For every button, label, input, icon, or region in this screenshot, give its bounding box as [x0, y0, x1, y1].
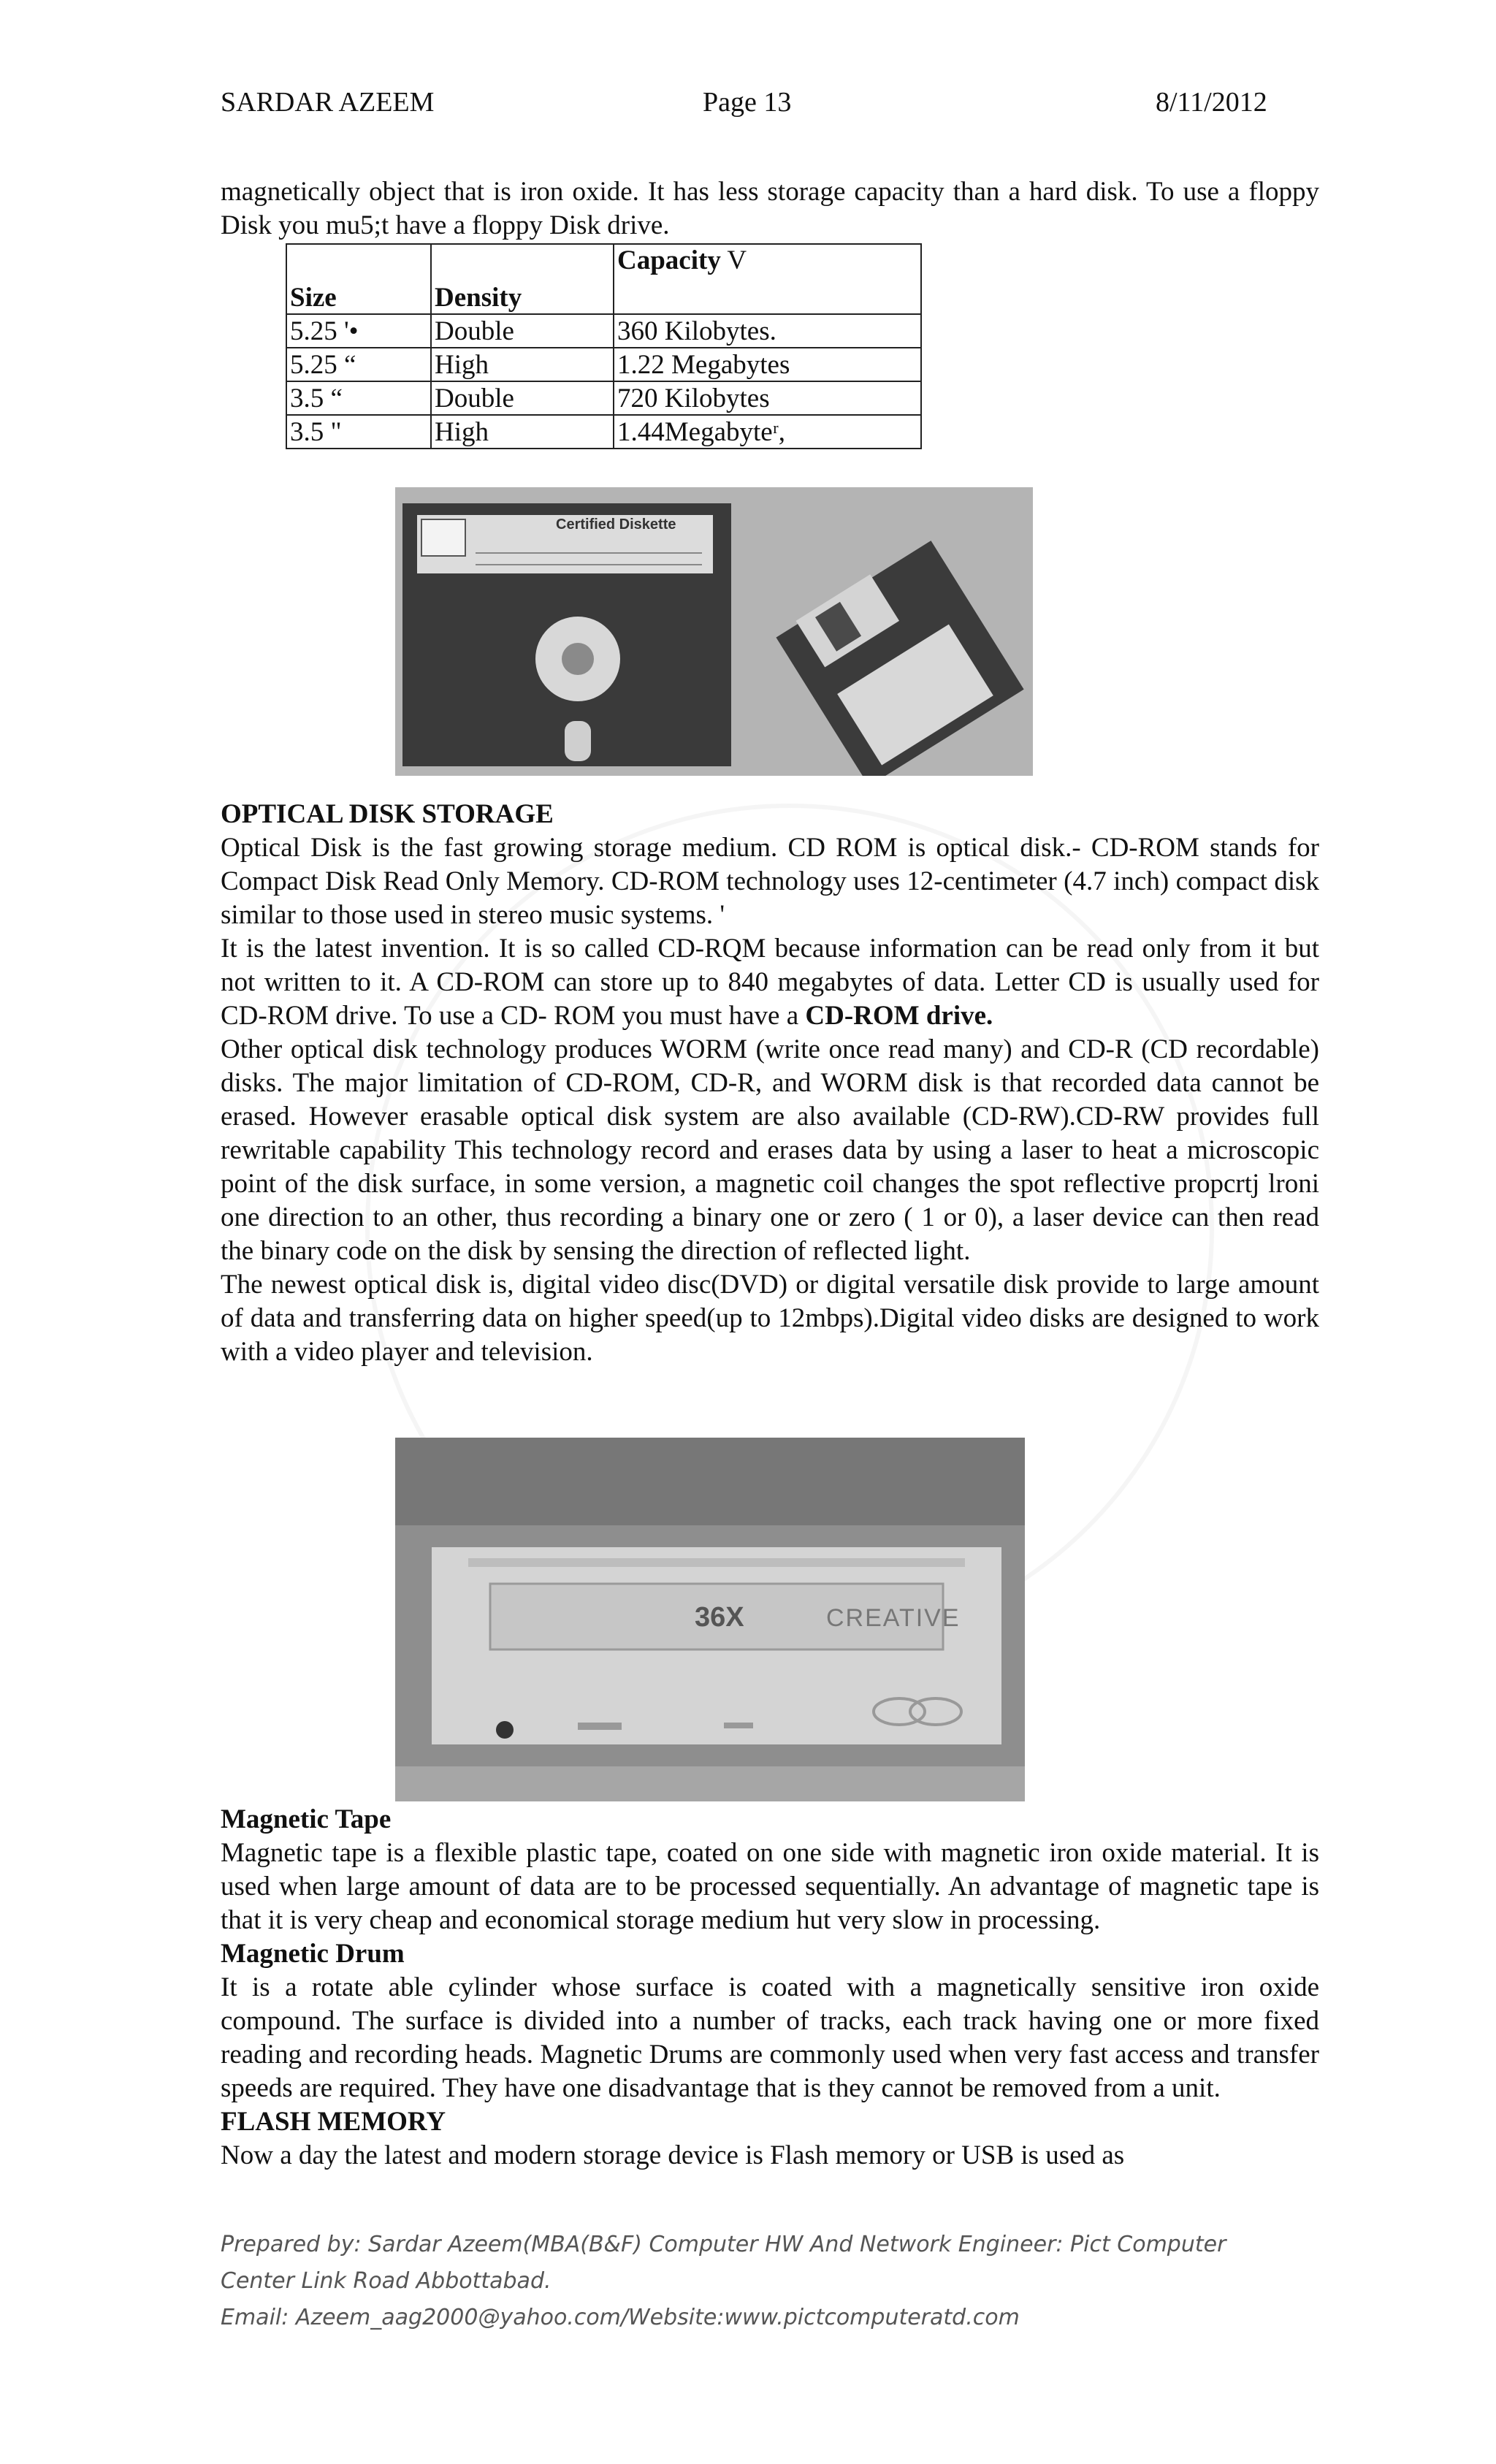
table-cell: High — [431, 415, 614, 449]
cdrom-drive-photo — [395, 1438, 1025, 1801]
table-cell: 5.25 “ — [286, 348, 431, 381]
table-row — [286, 415, 921, 449]
table-row — [286, 348, 921, 381]
table-cell: High — [431, 348, 614, 381]
intro-text: magnetically object that is iron oxide. It has less storage capacity than a hard disk. To use a floppy Disk you mu5;t have a floppy Disk drive. — [221, 177, 1319, 240]
optical-paragraph-2-text: It is the latest invention. It is so called CD-RQM because information can be read only from it but not written to it. A CD-ROM can store up to 840 megabytes of data. Letter CD is usually used for CD-ROM drive. To use a CD- ROM you must have a — [221, 934, 1319, 1031]
footer-line-1: Prepared by: Sardar Azeem(MBA(B&F) Computer HW And Network Engineer: Pict Computer — [221, 2232, 1226, 2257]
table-cell: 5.25 '• — [286, 314, 431, 348]
footer-line-3: Email: Azeem_aag2000@yahoo.com/Website:www.pictcomputeratd.com — [221, 2305, 1020, 2330]
table-row — [286, 381, 921, 415]
capacity-header-bold: Capacity — [617, 245, 721, 275]
table-header-density: Density — [431, 244, 614, 314]
magnetic-drum-text: It is a rotate able cylinder whose surface is coated with a magnetically sensitive iron oxide compound. The surface is divided into a number of tracks, each track having one or more fixed reading and recording heads. Magnetic Drums are commonly used when very fast access and transfer speeds are required. They have one disadvantage that is they cannot be removed from a unit. — [221, 1972, 1319, 2103]
table-header-size: Size — [286, 244, 431, 314]
floppy-disks-illustration — [395, 487, 1033, 776]
magnetic-drum-heading: Magnetic Drum — [221, 1939, 405, 1969]
magnetic-tape-text: Magnetic tape is a flexible plastic tape, coated on one side with magnetic iron oxide material. It is used when large amount of data are to be processed sequentially. An advantage of magnetic tape is that it is very cheap and economical storage medium hut very slow in processing. — [221, 1838, 1319, 1935]
floppy-capacity-table — [286, 243, 922, 449]
optical-paragraph-4: The newest optical disk is, digital video disc(DVD) or digital versatile disk provide to large amount of data and transferring data on higher speed(up to 12mbps).Digital video disks are designed to work with a video player and television. — [221, 1270, 1319, 1367]
footer-line-2: Center Link Road Abbottabad. — [221, 2268, 552, 2294]
footer — [221, 2227, 1226, 2336]
optical-paragraph-2 — [221, 932, 1319, 1033]
table-cell: Double — [431, 314, 614, 348]
optical-paragraph-1: Optical Disk is the fast growing storage medium. CD ROM is optical disk.- CD-ROM stands for Compact Disk Read Only Memory. CD-ROM technology uses 12-centimeter (4.7 inch) compact disk similar to those used in stereo music systems. ' — [221, 833, 1319, 930]
table-cell: 1.22 Megabytes — [614, 348, 921, 381]
header-page-number: Page 13 — [703, 87, 792, 118]
magnetic-tape-heading: Magnetic Tape — [221, 1804, 392, 1834]
floppy-disks-photo — [395, 487, 1033, 776]
flash-memory-heading: FLASH MEMORY — [221, 2107, 446, 2137]
floppy-label-text: Certified Diskette — [556, 516, 676, 533]
table-header-row — [286, 244, 921, 314]
optical-heading: OPTICAL DISK STORAGE — [221, 799, 554, 829]
cdrom-drive-bold: CD-ROM drive. — [805, 1001, 993, 1031]
header-date: 8/11/2012 — [1156, 87, 1267, 118]
table-cell: 1.44Megabyteʳ, — [614, 415, 921, 449]
intro-paragraph — [221, 175, 1319, 243]
cdrom-speed-label: 36X — [695, 1602, 744, 1633]
header-author: SARDAR AZEEM — [221, 87, 435, 118]
table-cell: 3.5 “ — [286, 381, 431, 415]
table-cell: 3.5 " — [286, 415, 431, 449]
capacity-header-suffix: V — [720, 245, 747, 275]
table-cell: 720 Kilobytes — [614, 381, 921, 415]
table-cell: Double — [431, 381, 614, 415]
table-cell: 360 Kilobytes. — [614, 314, 921, 348]
optical-section — [221, 798, 1319, 1369]
flash-memory-text: Now a day the latest and modern storage device is Flash memory or USB is used as — [221, 2140, 1125, 2170]
cdrom-brand-label: CREATIVE — [826, 1604, 961, 1632]
table-row — [286, 314, 921, 348]
storage-section — [221, 1803, 1319, 2173]
table-header-capacity — [614, 244, 921, 314]
optical-paragraph-3: Other optical disk technology produces WORM (write once read many) and CD-R (CD recordable) disks. The major limitation of CD-ROM, CD-R, and WORM disk is that recorded data cannot be erased. However erasable optical disk system are also available (CD-RW).CD-RW provides full rewritable capability This technology record and erases data by using a laser to heat a microscopic point of the disk surface, in some version, a magnetic coil changes the spot reflective propcrtj lroni one direction to an other, thus recording a binary one or zero ( 1 or 0), a laser device can then read the binary code on the disk by sensing the direction of reflected light. — [221, 1034, 1319, 1266]
